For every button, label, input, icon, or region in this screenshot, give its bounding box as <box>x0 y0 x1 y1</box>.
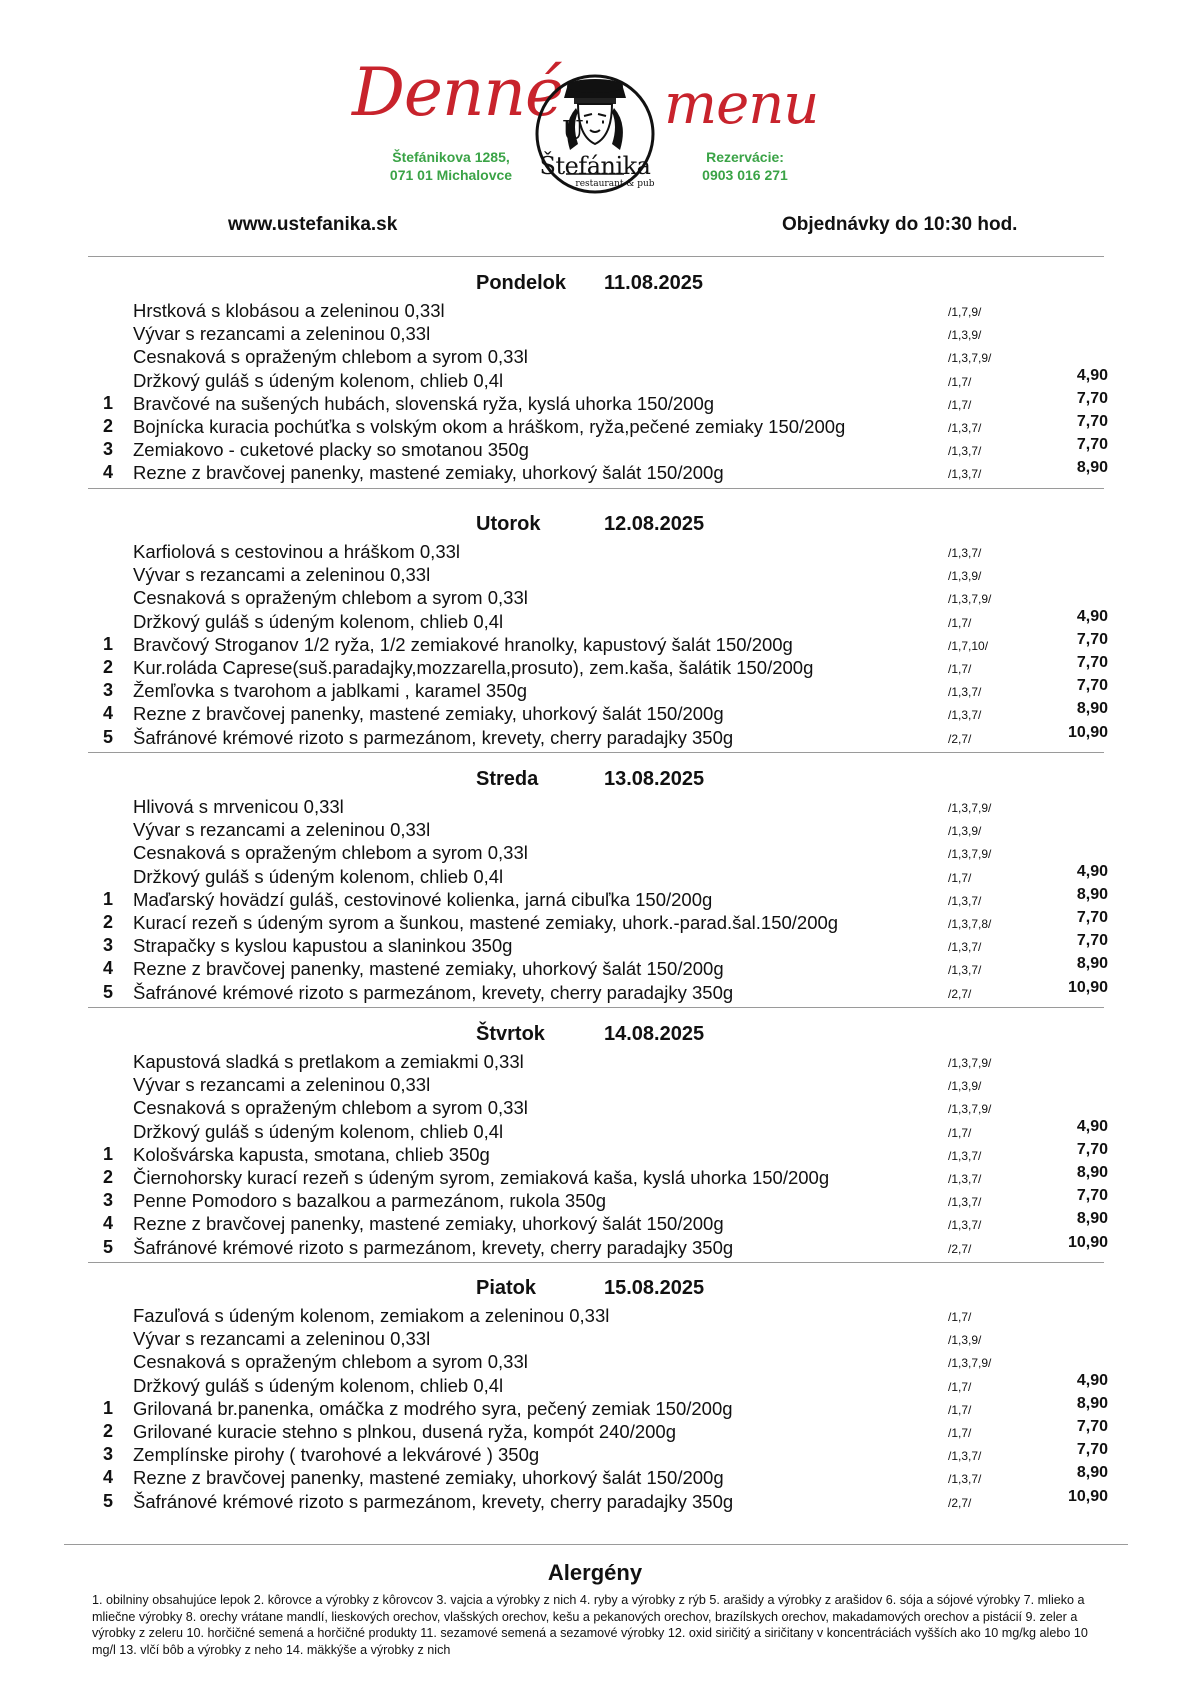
dish-allergens: /1,3,7/ <box>948 708 982 723</box>
menu-header <box>0 0 1190 235</box>
dish-name: Bravčový Stroganov 1/2 ryža, 1/2 zemiakové hranolky, kapustový šalát 150/200g <box>133 633 793 655</box>
dish-allergens: /1,3,7/ <box>948 685 982 700</box>
dish-allergens: /1,7/ <box>948 1310 972 1324</box>
dish-allergens: /1,3,9/ <box>948 569 982 584</box>
dish-name: Držkový guláš s údeným kolenom, chlieb 0,4l <box>133 369 504 391</box>
dish-name: Grilovaná br.panenka, omáčka z modrého syra, pečený zemiak 150/200g <box>133 1397 733 1419</box>
dish-name: Hrstková s klobásou a zeleninou 0,33l <box>133 300 445 321</box>
dish-price: 8,90 <box>1076 459 1108 477</box>
dish-allergens: /1,3,7/ <box>948 1449 982 1464</box>
dish-price: 4,90 <box>1076 1117 1108 1135</box>
soup-row <box>0 796 1190 819</box>
dish-name: Bravčové na sušených hubách, slovenská ryža, kyslá uhorka 150/200g <box>133 392 715 414</box>
dish-number: 3 <box>103 935 114 956</box>
soup-row <box>0 587 1190 610</box>
day-header <box>0 1277 1190 1305</box>
logo-name: Štefánika <box>539 152 651 180</box>
soup-row <box>0 862 1190 889</box>
dish-allergens: /1,7,9/ <box>948 305 982 319</box>
dish-price: 4,90 <box>1076 862 1108 880</box>
day-date: 13.08.2025 <box>604 768 705 790</box>
header-divider <box>88 256 1104 257</box>
dish-allergens: /2,7/ <box>948 1495 972 1510</box>
dish-allergens: /1,7/ <box>948 1426 972 1440</box>
dish-allergens: /1,3,7/ <box>948 963 982 978</box>
dish-allergens: /1,3,7,9/ <box>948 801 992 815</box>
day-divider <box>88 752 1104 753</box>
soup-row <box>0 1051 1190 1074</box>
dish-name: Kurací rezeň s údeným syrom a šunkou, mastené zemiaky, uhork.-parad.šal.150/200g <box>133 912 839 933</box>
dish-number: 4 <box>103 1467 114 1488</box>
main-dish-row <box>0 978 1190 1005</box>
dish-number: 4 <box>103 703 114 724</box>
dish-number: 1 <box>103 1143 114 1164</box>
dish-name: Šafránové krémové rizoto s parmezánom, krevety, cherry paradajky 350g <box>133 981 734 1003</box>
soup-row <box>0 1305 1190 1328</box>
soup-row <box>0 346 1190 369</box>
dish-number: 2 <box>103 657 114 677</box>
day-date: 11.08.2025 <box>604 272 703 294</box>
dish-name: Vývar s rezancami a zeleninou 0,33l <box>133 564 431 586</box>
dish-price: 10,90 <box>1067 978 1108 996</box>
dish-name: Kološvárska kapusta, smotana, chlieb 350g <box>133 1143 490 1165</box>
soup-row <box>0 300 1190 323</box>
dish-number: 5 <box>103 726 114 747</box>
dish-name: Vývar s rezancami a zeleninou 0,33l <box>133 819 431 841</box>
allergens-legend: 1. obilniny obsahujúce lepok 2. kôrovce a výrobky z kôrovcov 3. vajcia a výrobky z nich 4. ryby a výrobky z rýb 5. arašidy a výrobky z arašidov 6. sója a sójové výrobky 7. mlieko a mliečne výrobky 8. orechy vrátane mandlí, lieskových orechov, vlašských orechov, kešu a pekanových orechov, brazílskych orechov, makadamových orechov a pistácií 9. zeler a výrobky z zeleru 10. horčičné semená a horčičné produkty 11. sezamové semená a sezamové výrobky 12. oxid siričitý a siričitany v koncentráciách vyšších ako 10 mg/kg alebo 10 mg/l 13. vlčí bôb a výrobky z neho 14. mäkkýše a výrobky z nich <box>92 1593 1088 1657</box>
main-dish-row <box>0 1418 1190 1444</box>
day-divider <box>88 488 1104 489</box>
website-link[interactable]: www.ustefanika.sk <box>228 214 398 235</box>
dish-price: 8,90 <box>1076 1394 1108 1412</box>
soup-row <box>0 842 1190 865</box>
dish-price: 8,90 <box>1076 1210 1108 1228</box>
main-dish-row <box>0 1394 1190 1421</box>
dish-allergens: /1,3,7/ <box>948 1472 982 1487</box>
dish-price: 4,90 <box>1076 366 1108 384</box>
dish-name: Cesnaková s opraženým chlebom a syrom 0,33l <box>133 1097 528 1119</box>
day-date: 12.08.2025 <box>604 513 705 535</box>
dish-allergens: /1,7/ <box>948 1125 972 1140</box>
main-dish-row <box>0 1487 1190 1514</box>
dish-price: 7,70 <box>1076 1187 1108 1205</box>
title-menu: menu <box>664 72 819 137</box>
dish-name: Rezne z bravčovej panenky, mastené zemiaky, uhorkový šalát 150/200g <box>133 1467 724 1489</box>
dish-price: 8,90 <box>1076 1464 1108 1482</box>
dish-allergens: /1,7/ <box>948 374 972 389</box>
main-dish-row <box>0 1187 1190 1213</box>
dish-price: 8,90 <box>1076 955 1108 973</box>
dish-name: Karfiolová s cestovinou a hráškom 0,33l <box>133 541 461 562</box>
dish-name: Cesnaková s opraženým chlebom a syrom 0,33l <box>133 1351 528 1373</box>
main-dish-row <box>0 413 1190 439</box>
dish-name: Rezne z bravčovej panenky, mastené zemiaky, uhorkový šalát 150/200g <box>133 1213 724 1235</box>
dish-name: Šafránové krémové rizoto s parmezánom, krevety, cherry paradajky 350g <box>133 1490 734 1512</box>
dish-price: 7,70 <box>1076 932 1108 950</box>
soup-row <box>0 819 1190 842</box>
dish-number: 5 <box>103 981 114 1002</box>
soup-row <box>0 1351 1190 1374</box>
dish-name: Vývar s rezancami a zeleninou 0,33l <box>133 1074 431 1096</box>
dish-name: Bojnícka kuracia pochúťka s volským okom a hráškom, ryža,pečené zemiaky 150/200g <box>133 416 846 437</box>
day-name: Utorok <box>476 513 541 535</box>
dish-name: Zemplínske pirohy ( tvarohové a lekvárové ) 350g <box>133 1444 540 1466</box>
dish-allergens: /1,7/ <box>948 1379 972 1394</box>
reservation-info <box>690 148 800 184</box>
dish-allergens: /1,3,7,9/ <box>948 592 992 607</box>
dish-name: Rezne z bravčovej panenky, mastené zemiaky, uhorkový šalát 150/200g <box>133 462 724 484</box>
dish-number: 2 <box>103 416 114 436</box>
dish-name: Držkový guláš s údeným kolenom, chlieb 0,4l <box>133 1120 504 1142</box>
dish-allergens: /2,7/ <box>948 1241 972 1256</box>
dish-number: 1 <box>103 633 114 654</box>
dish-name: Vývar s rezancami a zeleninou 0,33l <box>133 323 431 345</box>
dish-number: 3 <box>103 680 114 701</box>
dish-allergens: /1,3,7/ <box>948 1195 982 1210</box>
dish-allergens: /1,7/ <box>948 1402 972 1417</box>
dish-name: Šafránové krémové rizoto s parmezánom, krevety, cherry paradajky 350g <box>133 1236 734 1258</box>
dish-allergens: /1,7/ <box>948 397 972 412</box>
main-dish-row <box>0 1164 1190 1190</box>
dish-number: 1 <box>103 392 114 413</box>
dish-number: 4 <box>103 958 114 979</box>
dish-price: 4,90 <box>1076 1371 1108 1389</box>
dish-price: 7,70 <box>1076 654 1108 671</box>
dish-allergens: /1,3,7/ <box>948 546 982 560</box>
dish-number: 4 <box>103 462 114 483</box>
dish-number: 3 <box>103 1190 114 1211</box>
dish-name: Držkový guláš s údeným kolenom, chlieb 0,4l <box>133 610 504 632</box>
main-dish-row <box>0 700 1190 726</box>
dish-number: 3 <box>103 439 114 460</box>
dish-name: Šafránové krémové rizoto s parmezánom, krevety, cherry paradajky 350g <box>133 726 734 748</box>
soup-row <box>0 323 1190 346</box>
logo-letter: U <box>562 116 584 146</box>
dish-name: Kapustová sladká s pretlakom a zemiakmi 0,33l <box>133 1051 524 1072</box>
dish-allergens: /1,3,7/ <box>948 444 982 459</box>
logo-subtitle: restaurant & pub <box>575 179 655 189</box>
soup-row <box>0 366 1190 393</box>
main-dish-row <box>0 955 1190 981</box>
main-dish-row <box>0 1441 1190 1467</box>
day-divider <box>88 1262 1104 1263</box>
dish-price: 7,70 <box>1076 630 1108 648</box>
soup-row <box>0 1371 1190 1398</box>
dish-price: 7,70 <box>1076 413 1108 430</box>
day-divider <box>88 1007 1104 1008</box>
dish-price: 10,90 <box>1067 1233 1108 1251</box>
dish-allergens: /1,3,7,9/ <box>948 1102 992 1117</box>
dish-allergens: /1,3,7/ <box>948 940 982 955</box>
dish-number: 2 <box>103 1167 114 1187</box>
dish-allergens: /1,3,7/ <box>948 1172 982 1186</box>
dish-name: Cesnaková s opraženým chlebom a syrom 0,33l <box>133 587 528 609</box>
dish-number: 3 <box>103 1444 114 1465</box>
dish-number: 1 <box>103 1397 114 1418</box>
day-name: Štvrtok <box>476 1023 545 1045</box>
dish-number: 4 <box>103 1213 114 1234</box>
soup-row <box>0 1097 1190 1120</box>
soup-row <box>0 1328 1190 1351</box>
soup-row <box>0 1117 1190 1144</box>
reservation-label: Rezervácie: <box>706 149 784 165</box>
day-date: 15.08.2025 <box>604 1277 705 1299</box>
main-dish-row <box>0 723 1190 750</box>
dish-name: Fazuľová s údeným kolenom, zemiakom a zeleninou 0,33l <box>133 1305 610 1326</box>
dish-allergens: /1,7/ <box>948 870 972 885</box>
dish-name: Vývar s rezancami a zeleninou 0,33l <box>133 1328 431 1350</box>
dish-name: Penne Pomodoro s bazalkou a parmezánom, rukola 350g <box>133 1190 607 1212</box>
main-dish-row <box>0 1210 1190 1236</box>
main-dish-row <box>0 885 1190 912</box>
address-city: 071 01 Michalovce <box>389 167 513 183</box>
dish-number: 5 <box>103 1236 114 1257</box>
dish-allergens: /1,3,7,9/ <box>948 351 992 366</box>
dish-name: Žemľovka s tvarohom a jablkami , karamel 350g <box>133 680 528 702</box>
day-header <box>0 1023 1190 1051</box>
main-dish-row <box>0 1464 1190 1490</box>
main-dish-row <box>0 436 1190 462</box>
day-name: Streda <box>476 768 539 790</box>
day-name: Piatok <box>476 1277 537 1299</box>
day-header <box>0 272 1190 300</box>
dish-name: Kur.roláda Caprese(suš.paradajky,mozzarella,prosuto), zem.kaša, šalátik 150/200g <box>133 657 814 678</box>
dish-price: 8,90 <box>1076 1164 1108 1181</box>
main-dish-row <box>0 389 1190 416</box>
dish-allergens: /1,7/ <box>948 615 972 630</box>
main-dish-row <box>0 654 1190 680</box>
reservation-phone: 0903 016 271 <box>702 167 788 183</box>
dish-price: 7,70 <box>1076 1140 1108 1158</box>
dish-name: Cesnaková s opraženým chlebom a syrom 0,33l <box>133 842 528 864</box>
dish-number: 1 <box>103 888 114 909</box>
dish-allergens: /1,7,10/ <box>948 638 989 653</box>
main-dish-row <box>0 932 1190 958</box>
day-header <box>0 768 1190 796</box>
dish-price: 8,90 <box>1076 700 1108 718</box>
dish-allergens: /1,3,9/ <box>948 1079 982 1094</box>
dish-allergens: /1,3,9/ <box>948 824 982 839</box>
dish-price: 7,70 <box>1076 1441 1108 1459</box>
day-header <box>0 513 1190 541</box>
dish-number: 2 <box>103 1421 114 1441</box>
soup-row <box>0 607 1190 634</box>
dish-name: Držkový guláš s údeným kolenom, chlieb 0,4l <box>133 865 504 887</box>
day-name: Pondelok <box>476 272 567 294</box>
address-street: Štefánikova 1285, <box>392 149 510 165</box>
dish-allergens: /1,3,7,9/ <box>948 1356 992 1371</box>
main-dish-row <box>0 1140 1190 1167</box>
dish-allergens: /1,3,7,9/ <box>948 1056 992 1070</box>
dish-price: 7,70 <box>1076 909 1108 926</box>
dish-allergens: /1,3,7/ <box>948 1218 982 1233</box>
dish-price: 7,70 <box>1076 677 1108 695</box>
dish-name: Grilované kuracie stehno s plnkou, dusená ryža, kompót 240/200g <box>133 1421 676 1442</box>
dish-name: Držkový guláš s údeným kolenom, chlieb 0,4l <box>133 1374 504 1396</box>
footer-divider <box>64 1544 1128 1545</box>
dish-price: 7,70 <box>1076 389 1108 407</box>
dish-allergens: /1,3,7/ <box>948 1148 982 1163</box>
main-dish-row <box>0 1233 1190 1260</box>
dish-number: 5 <box>103 1490 114 1511</box>
allergens-title: Alergény <box>547 1560 643 1585</box>
dish-name: Cesnaková s opraženým chlebom a syrom 0,33l <box>133 346 528 368</box>
dish-price: 8,90 <box>1076 885 1108 903</box>
day-date: 14.08.2025 <box>604 1023 705 1045</box>
dish-allergens: /1,3,9/ <box>948 328 982 343</box>
title-denne: Denné <box>352 54 564 131</box>
dish-allergens: /1,7/ <box>948 662 972 676</box>
dish-allergens: /1,3,9/ <box>948 1333 982 1348</box>
dish-price: 10,90 <box>1067 1487 1108 1505</box>
dish-name: Strapačky s kyslou kapustou a slaninkou 350g <box>133 935 513 957</box>
dish-name: Rezne z bravčovej panenky, mastené zemiaky, uhorkový šalát 150/200g <box>133 958 724 980</box>
soup-row <box>0 541 1190 564</box>
restaurant-address <box>376 148 526 184</box>
dish-name: Maďarský hovädzí guláš, cestovinové kolienka, jarná cibuľka 150/200g <box>133 888 713 910</box>
dish-price: 7,70 <box>1076 436 1108 454</box>
soup-row <box>0 1074 1190 1097</box>
dish-number: 2 <box>103 912 114 932</box>
orders-deadline: Objednávky do 10:30 hod. <box>782 214 1018 235</box>
dish-name: Rezne z bravčovej panenky, mastené zemiaky, uhorkový šalát 150/200g <box>133 703 724 725</box>
dish-price: 4,90 <box>1076 607 1108 625</box>
dish-allergens: /1,3,7,9/ <box>948 847 992 862</box>
dish-price: 7,70 <box>1076 1418 1108 1435</box>
dish-allergens: /1,3,7,8/ <box>948 917 992 931</box>
main-dish-row <box>0 909 1190 935</box>
soup-row <box>0 564 1190 587</box>
dish-name: Zemiakovo - cuketové placky so smotanou 350g <box>133 439 529 461</box>
dish-allergens: /2,7/ <box>948 731 972 746</box>
main-dish-row <box>0 677 1190 703</box>
dish-name: Čiernohorsky kurací rezeň s údeným syrom, zemiaková kaša, kyslá uhorka 150/200g <box>133 1167 830 1188</box>
main-dish-row <box>0 459 1190 485</box>
dish-allergens: /2,7/ <box>948 986 972 1001</box>
dish-allergens: /1,3,7/ <box>948 467 982 482</box>
dish-price: 10,90 <box>1067 723 1108 741</box>
restaurant-logo <box>528 64 662 200</box>
dish-allergens: /1,3,7/ <box>948 893 982 908</box>
main-dish-row <box>0 630 1190 657</box>
dish-allergens: /1,3,7/ <box>948 421 982 435</box>
dish-name: Hlivová s mrvenicou 0,33l <box>133 796 344 817</box>
